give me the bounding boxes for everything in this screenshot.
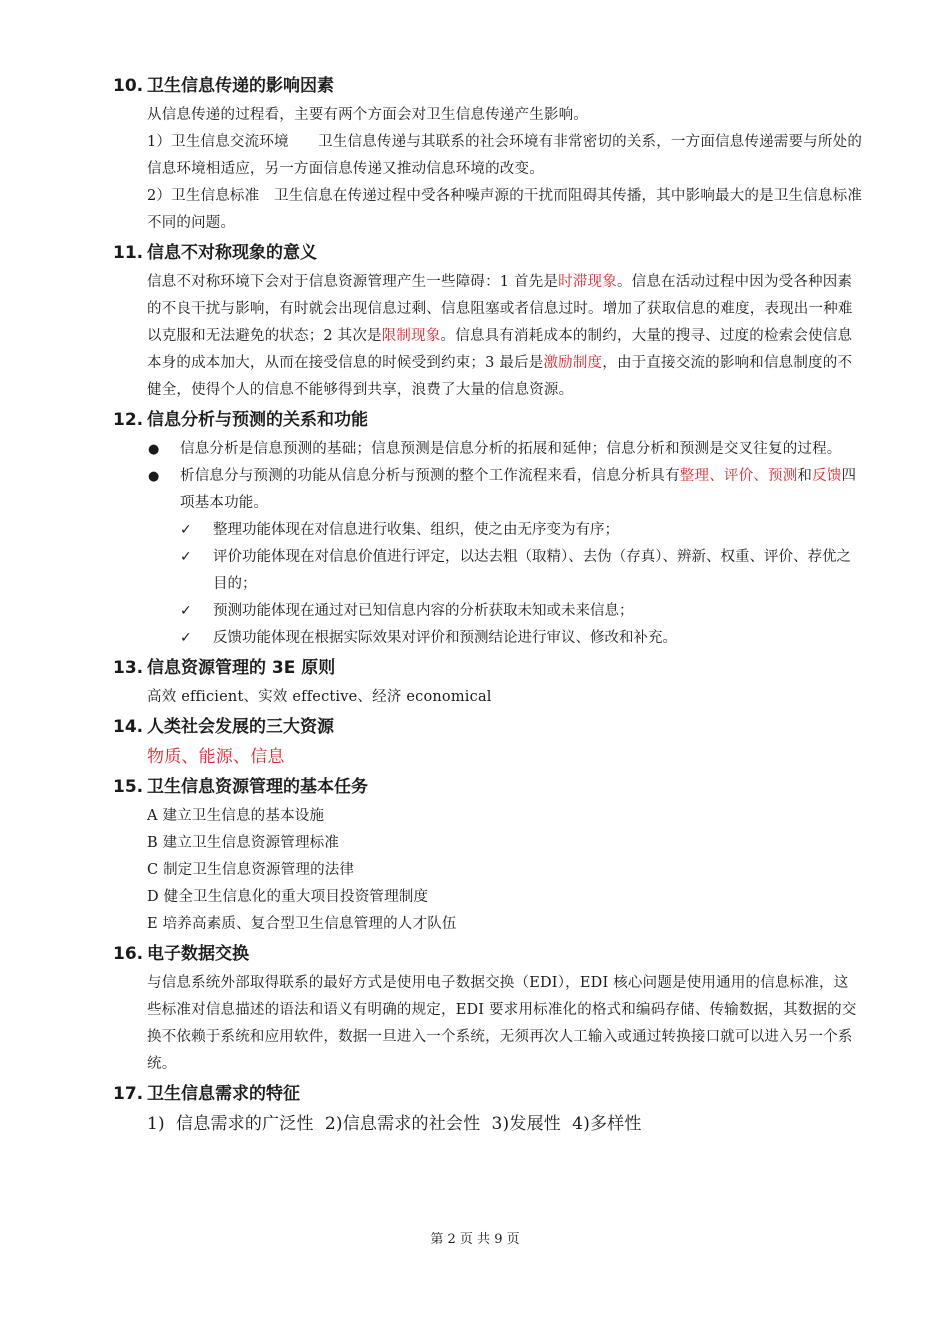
bullet-item: ● 信息分析是信息预测的基础；信息预测是信息分析的拓展和延伸；信息分析和预测是交叉往复的过程。 <box>180 436 863 463</box>
page-footer: 第 2 页 共 9 页 <box>430 1232 520 1247</box>
list-item: E 培养高素质、复合型卫生信息管理的人才队伍 <box>147 916 457 932</box>
highlight-term: 反馈 <box>812 468 842 484</box>
highlight-term: 限制现象 <box>381 328 441 344</box>
paragraph: 2）卫生信息标准 卫生信息在传递过程中受各种噪声源的干扰而阻碍其传播，其中影响最大的是卫生信息标准不同的问题。 <box>147 188 863 231</box>
paragraph: 高效 efficient、实效 effective、经济 economical <box>147 689 492 705</box>
list-item: C 制定卫生信息资源管理的法律 <box>147 862 355 878</box>
section-12 <box>113 408 863 652</box>
paragraph: 1）卫生信息交流环境 卫生信息传递与其联系的社会环境有非常密切的关系，一方面信息传递需要与所处的信息环境相适应，另一方面信息传递又推动信息环境的改变。 <box>147 134 863 177</box>
paragraph: 从信息传递的过程看，主要有两个方面会对卫生信息传递产生影响。 <box>147 107 588 123</box>
checkmark-icon: ✓ <box>180 549 192 565</box>
check-item: ✓ 预测功能体现在通过对已知信息内容的分析获取未知或未来信息； <box>213 598 863 625</box>
checkmark-icon: ✓ <box>180 522 192 538</box>
paragraph: 信息不对称环境下会对于信息资源管理产生一些障碍：1 首先是时滞现象。信息在活动过程中因为受各种因素的不良干扰与影响，有时就会出现信息过剩、信息阻塞或者信息过时。增加了获取信息的难度，表现出一种难以克服和无法避免的状态；2 其次是限制现象。信息具有消耗成本的制约，大量的搜寻、过度的检索会使信息本身的成本加大，从而在接受信息的时候受到约束；3 最后是激励制度，由于直接交流的影响和信息制度的不健全，使得个人的信息不能够得到共享，浪费了大量的信息资源。 <box>147 274 853 398</box>
checkmark-icon: ✓ <box>180 603 192 619</box>
checkmark-icon: ✓ <box>180 630 192 646</box>
highlight-term: 激励制度 <box>543 355 603 371</box>
section-heading: 17. 卫生信息需求的特征 <box>113 1084 300 1104</box>
paragraph: 与信息系统外部取得联系的最好方式是使用电子数据交换（EDI），EDI 核心问题是使用通用的信息标准，这些标准对信息描述的语法和语义有明确的规定，EDI 要求用标准化的格式和编码存储、传输数据，其数据的交换不依赖于系统和应用软件，数据一旦进入一个系统，无须再次人工输入或通过转换接口就可以进入另一个系统。 <box>147 975 857 1072</box>
section-heading: 16. 电子数据交换 <box>113 944 249 964</box>
section-15 <box>113 775 863 938</box>
section-heading: 13. 信息资源管理的 3E 原则 <box>113 658 336 678</box>
highlight-resources: 物质、能源、信息 <box>147 747 285 767</box>
check-item: ✓ 评价功能体现在对信息价值进行评定，以达去粗（取精）、去伪（存真）、辨新、权重、评价、荐优之目的； <box>213 544 863 598</box>
bullet-dot-icon: ● <box>148 442 160 457</box>
bullet-dot-icon: ● <box>148 469 160 484</box>
list-item: B 建立卫生信息资源管理标准 <box>147 835 340 851</box>
highlight-term: 预测 <box>768 468 798 484</box>
list-item: D 健全卫生信息化的重大项目投资管理制度 <box>147 889 429 905</box>
check-item: ✓ 整理功能体现在对信息进行收集、组织，使之由无序变为有序； <box>213 517 863 544</box>
list-item: A 建立卫生信息的基本设施 <box>147 808 325 824</box>
section-17 <box>113 1082 863 1138</box>
section-16 <box>113 942 863 1078</box>
section-14 <box>113 715 863 771</box>
check-item: ✓ 反馈功能体现在根据实际效果对评价和预测结论进行审议、修改和补充。 <box>213 625 863 652</box>
section-heading: 14. 人类社会发展的三大资源 <box>113 717 334 737</box>
section-10 <box>113 74 863 237</box>
section-heading: 11. 信息不对称现象的意义 <box>113 243 317 263</box>
bullet-item: ● 析信息分与预测的功能从信息分析与预测的整个工作流程来看，信息分析具有整理、评价、预测和反馈四项基本功能。 <box>180 463 863 517</box>
section-heading: 12. 信息分析与预测的关系和功能 <box>113 410 368 430</box>
highlight-term: 时滞现象 <box>558 274 617 290</box>
document-page <box>113 74 863 1142</box>
highlight-term: 整理 <box>679 468 710 484</box>
highlight-term: 评价 <box>723 468 754 484</box>
section-11 <box>113 241 863 404</box>
section-heading: 10. 卫生信息传递的影响因素 <box>113 76 334 96</box>
section-heading: 15. 卫生信息资源管理的基本任务 <box>113 777 368 797</box>
paragraph: 1) 信息需求的广泛性 2)信息需求的社会性 3)发展性 4)多样性 <box>147 1114 642 1134</box>
section-13 <box>113 656 863 711</box>
